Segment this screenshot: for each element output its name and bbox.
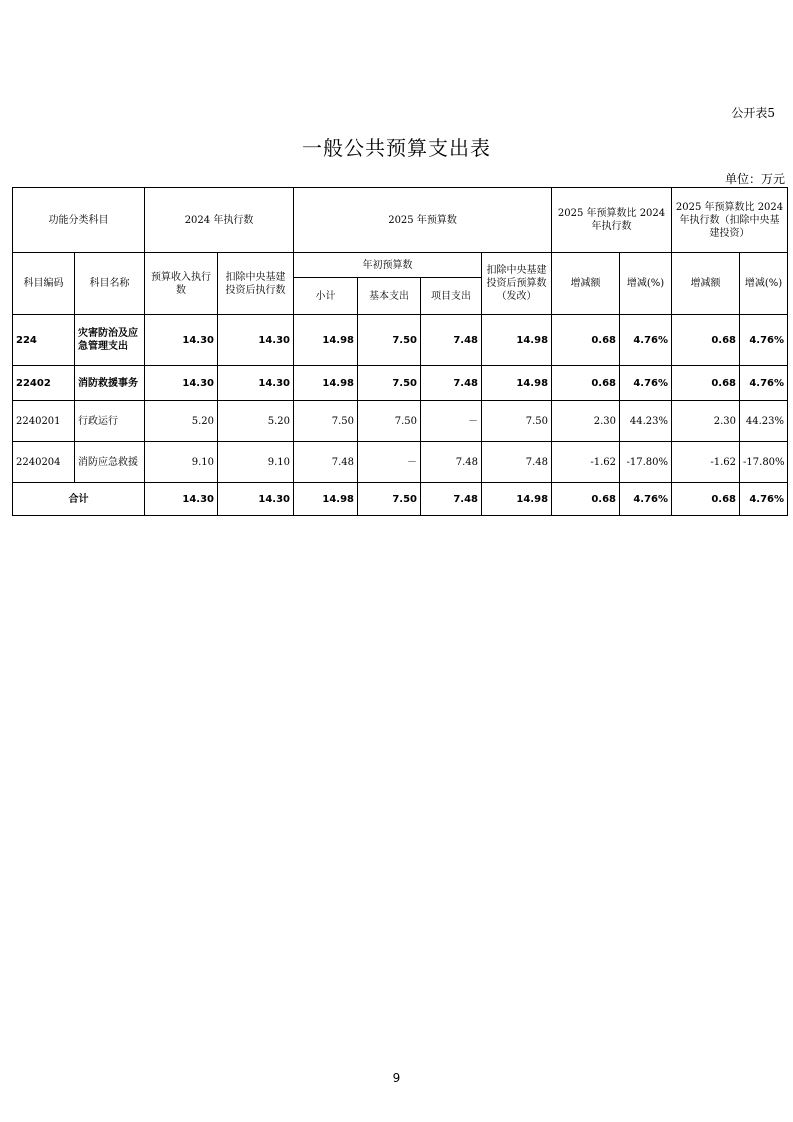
header-compare-exec: 2025 年预算数比 2024 年执行数	[552, 188, 672, 253]
header-row-2	[13, 253, 788, 278]
cell-value: -1.62	[552, 442, 620, 483]
cell-value: 14.30	[218, 483, 294, 516]
cell-value: 7.50	[358, 315, 421, 366]
budget-expenditure-table	[12, 187, 788, 516]
cell-value: 7.50	[358, 401, 421, 442]
page-number: 9	[392, 1071, 401, 1085]
cell-value: 14.98	[482, 366, 552, 401]
cell-value: 14.30	[145, 483, 218, 516]
cell-value: 14.30	[218, 315, 294, 366]
header-inc-amount-excl: 增减额	[672, 253, 740, 315]
cell-value: 0.68	[672, 315, 740, 366]
table-row	[13, 366, 788, 401]
cell-value: 7.48	[294, 442, 358, 483]
header-inc-percent: 增减(%)	[620, 253, 672, 315]
cell-value: 7.50	[358, 483, 421, 516]
cell-value: 4.76%	[740, 315, 788, 366]
unit-label: 单位：万元	[724, 172, 785, 186]
cell-value: 44.23%	[620, 401, 672, 442]
cell-value: 0.68	[672, 366, 740, 401]
cell-value: 7.48	[482, 442, 552, 483]
row-code: 2240204	[13, 442, 75, 483]
header-inc-percent-excl: 增减(%)	[740, 253, 788, 315]
cell-value: 4.76%	[740, 483, 788, 516]
header-project: 项目支出	[421, 278, 482, 315]
header-code: 科目编码	[13, 253, 75, 315]
header-name: 科目名称	[75, 253, 145, 315]
row-name: 消防救援事务	[75, 366, 145, 401]
row-code: 2240201	[13, 401, 75, 442]
page-title: 一般公共预算支出表	[302, 136, 491, 160]
form-number: 公开表5	[731, 106, 775, 120]
cell-value: -17.80%	[740, 442, 788, 483]
header-income-exec: 预算收入执行数	[145, 253, 218, 315]
header-basic: 基本支出	[358, 278, 421, 315]
table-row	[13, 442, 788, 483]
table-row	[13, 315, 788, 366]
cell-value: 14.98	[294, 366, 358, 401]
total-row	[13, 483, 788, 516]
cell-value: 0.68	[552, 315, 620, 366]
cell-value: 7.50	[358, 366, 421, 401]
row-name: 灾害防治及应急管理支出	[75, 315, 145, 366]
header-compare-excl: 2025 年预算数比 2024 年执行数（扣除中央基建投资）	[672, 188, 788, 253]
header-excl-budget: 扣除中央基建投资后预算数（发改）	[482, 253, 552, 315]
cell-value: 7.48	[421, 315, 482, 366]
cell-value: 14.30	[218, 366, 294, 401]
cell-value: 9.10	[145, 442, 218, 483]
header-func-class: 功能分类科目	[13, 188, 145, 253]
cell-value: 14.30	[145, 315, 218, 366]
cell-value: 9.10	[218, 442, 294, 483]
cell-value: 0.68	[552, 366, 620, 401]
cell-value: 2.30	[672, 401, 740, 442]
row-name: 消防应急救援	[75, 442, 145, 483]
cell-value: 4.76%	[620, 483, 672, 516]
header-subtotal: 小计	[294, 278, 358, 315]
cell-value: －	[358, 442, 421, 483]
cell-value: 14.98	[482, 315, 552, 366]
header-excl-exec: 扣除中央基建投资后执行数	[218, 253, 294, 315]
cell-value: 7.48	[421, 442, 482, 483]
cell-value: －	[421, 401, 482, 442]
header-inc-amount: 增减额	[552, 253, 620, 315]
cell-value: 4.76%	[620, 366, 672, 401]
header-initial-budget: 年初预算数	[294, 253, 482, 278]
cell-value: -17.80%	[620, 442, 672, 483]
row-code: 22402	[13, 366, 75, 401]
header-row-1	[13, 188, 788, 253]
cell-value: 7.48	[421, 366, 482, 401]
cell-value: 14.30	[145, 366, 218, 401]
header-budget-2025: 2025 年预算数	[294, 188, 552, 253]
cell-value: 44.23%	[740, 401, 788, 442]
cell-value: 5.20	[145, 401, 218, 442]
total-label: 合计	[13, 483, 145, 516]
cell-value: 14.98	[294, 483, 358, 516]
table-row	[13, 401, 788, 442]
cell-value: 4.76%	[740, 366, 788, 401]
header-exec-2024: 2024 年执行数	[145, 188, 294, 253]
cell-value: 5.20	[218, 401, 294, 442]
cell-value: 2.30	[552, 401, 620, 442]
cell-value: 0.68	[552, 483, 620, 516]
row-code: 224	[13, 315, 75, 366]
cell-value: 7.50	[482, 401, 552, 442]
cell-value: 14.98	[482, 483, 552, 516]
cell-value: 7.48	[421, 483, 482, 516]
cell-value: 4.76%	[620, 315, 672, 366]
cell-value: 0.68	[672, 483, 740, 516]
cell-value: 7.50	[294, 401, 358, 442]
row-name: 行政运行	[75, 401, 145, 442]
cell-value: 14.98	[294, 315, 358, 366]
cell-value: -1.62	[672, 442, 740, 483]
